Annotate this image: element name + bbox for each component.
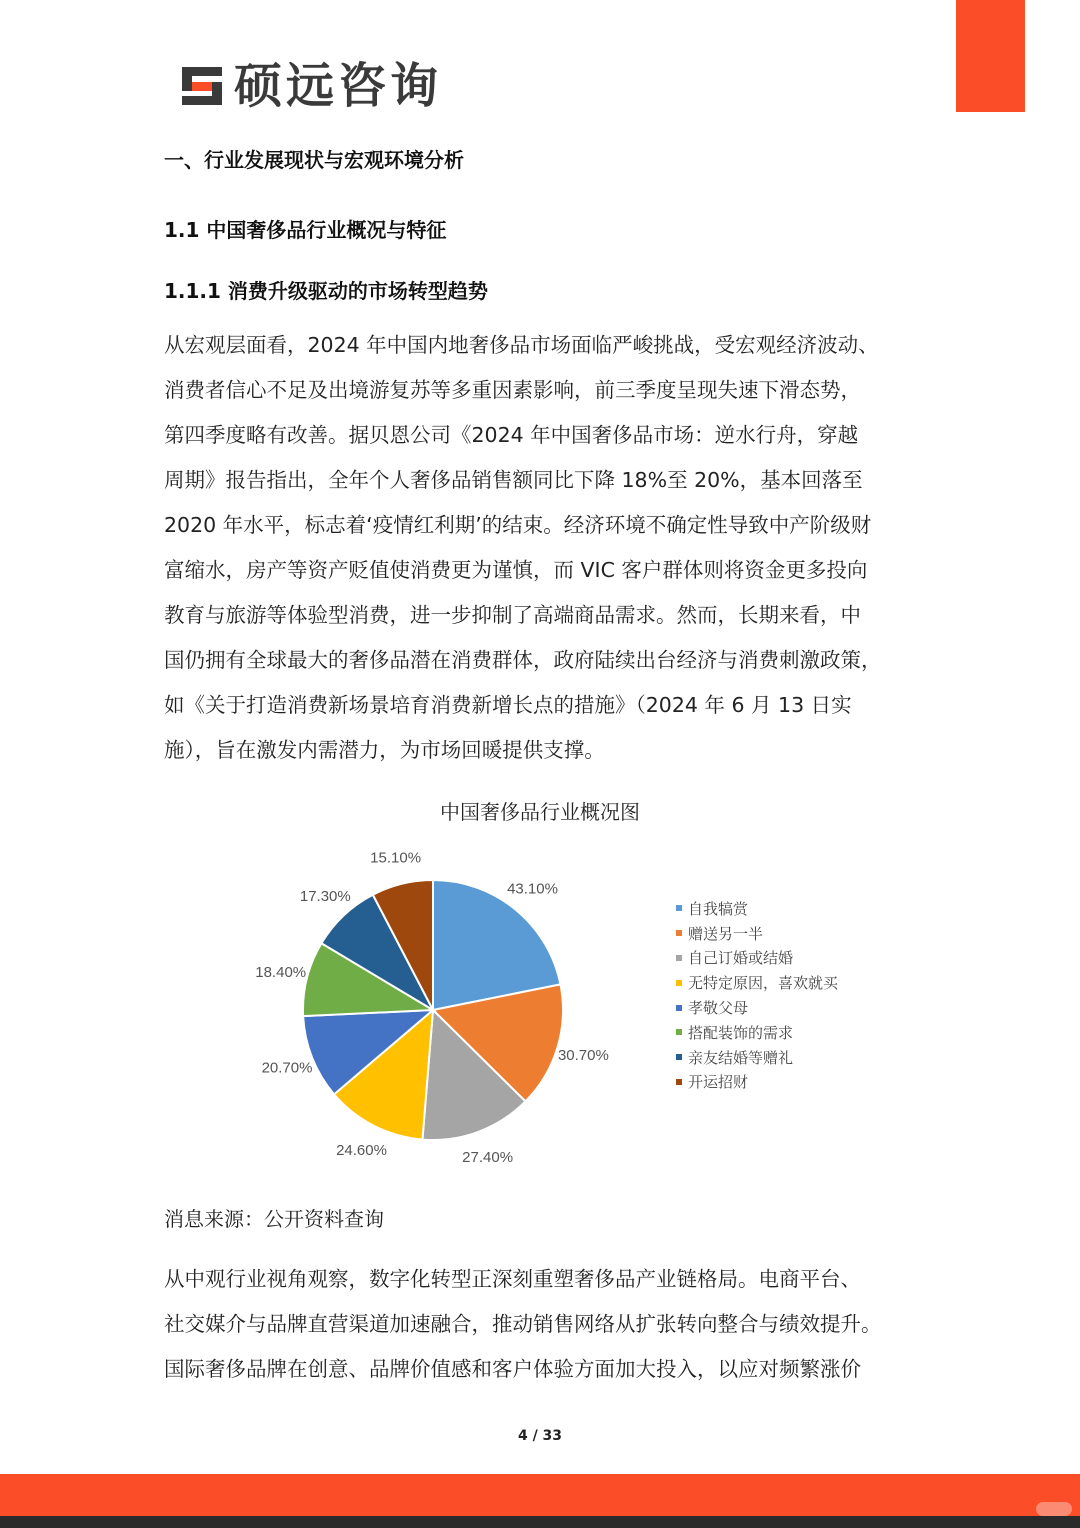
legend-swatch — [676, 980, 682, 986]
pie-data-label: 27.40% — [462, 1149, 514, 1167]
legend-label: 自我犒赏 — [688, 899, 749, 918]
legend-swatch — [676, 905, 682, 911]
text-line: 从宏观层面看，2024 年中国内地奢侈品市场面临严峻挑战，受宏观经济波动、 — [164, 333, 879, 357]
text-line: 如《关于打造消费新场景培育消费新增长点的措施》（2024 年 6 月 13 日实 — [164, 693, 852, 717]
legend-item — [676, 1020, 838, 1045]
watermark-badge — [1036, 1502, 1072, 1516]
text-line: 国仍拥有全球最大的奢侈品潜在消费群体，政府陆续出台经济与消费刺激政策， — [164, 648, 882, 672]
legend-item — [676, 921, 838, 946]
body-paragraph-2 — [164, 1257, 924, 1392]
pie-data-label: 20.70% — [261, 1059, 313, 1077]
text-line: 从中观行业视角观察，数字化转型正深刻重塑奢侈品产业链格局。电商平台、 — [164, 1267, 861, 1291]
pie-chart — [240, 840, 660, 1170]
heading-level-2: 1.1 中国奢侈品行业概况与特征 — [164, 218, 447, 242]
text-line: 社交媒介与品牌直营渠道加速融合，推动销售网络从扩张转向整合与绩效提升。 — [164, 1312, 882, 1336]
text-line: 施），旨在激发内需潜力，为市场回暖提供支撑。 — [164, 738, 605, 762]
legend-item — [676, 946, 838, 971]
legend-label: 赠送另一半 — [688, 924, 764, 943]
legend-item — [676, 896, 838, 921]
text-line: 国际奢侈品牌在创意、品牌价值感和客户体验方面加大投入，以应对频繁涨价 — [164, 1357, 861, 1381]
pie-data-label: 43.10% — [507, 880, 558, 898]
pie-data-label: 15.10% — [370, 849, 422, 867]
legend-swatch — [676, 955, 682, 961]
brand-mark-icon — [178, 63, 226, 109]
text-line: 富缩水，房产等资产贬值使消费更为谨慎，而 VIC 客户群体则将资金更多投向 — [164, 558, 868, 582]
text-line: 第四季度略有改善。据贝恩公司《2024 年中国奢侈品市场：逆水行舟，穿越 — [164, 423, 859, 447]
legend-label: 自己订婚或结婚 — [688, 949, 794, 968]
legend-swatch — [676, 1054, 682, 1060]
legend-label: 孝敬父母 — [688, 999, 749, 1018]
body-paragraph-1 — [164, 323, 924, 773]
legend-swatch — [676, 1029, 682, 1035]
page-number: 4 / 33 — [517, 1428, 563, 1444]
legend-item — [676, 1045, 838, 1070]
legend-label: 搭配装饰的需求 — [688, 1023, 794, 1042]
legend-swatch — [676, 930, 682, 936]
legend-item — [676, 995, 838, 1020]
heading-level-3: 1.1.1 消费升级驱动的市场转型趋势 — [164, 279, 488, 303]
legend-item — [676, 1070, 838, 1095]
legend-item — [676, 970, 838, 995]
footer-strip — [0, 1516, 1080, 1528]
chart-legend — [676, 896, 838, 1094]
legend-label: 无特定原因，喜欢就买 — [688, 974, 839, 993]
pie-data-label: 18.40% — [255, 963, 307, 981]
brand-name: 硕远咨询 — [234, 58, 443, 114]
legend-swatch — [676, 1079, 682, 1085]
text-line: 2020 年水平，标志着‘疫情红利期’的结束。经济环境不确定性导致中产阶级财 — [164, 513, 872, 537]
heading-level-1: 一、行业发展现状与宏观环境分析 — [164, 148, 464, 172]
legend-label: 开运招财 — [688, 1073, 749, 1092]
pie-data-label: 24.60% — [336, 1141, 387, 1159]
pie-data-label: 30.70% — [557, 1047, 609, 1064]
corner-accent-bar — [956, 0, 1025, 112]
text-line: 周期》报告指出，全年个人奢侈品销售额同比下降 18%至 20%，基本回落至 — [164, 468, 863, 492]
source-note: 消息来源：公开资料查询 — [164, 1207, 384, 1231]
legend-swatch — [676, 1005, 682, 1011]
chart-title: 中国奢侈品行业概况图 — [440, 800, 640, 824]
text-line: 教育与旅游等体验型消费，进一步抑制了高端商品需求。然而，长期来看，中 — [164, 603, 861, 627]
brand-logo — [178, 58, 442, 114]
text-line: 消费者信心不足及出境游复苏等多重因素影响，前三季度呈现失速下滑态势， — [164, 378, 861, 402]
footer-bar — [0, 1474, 1080, 1516]
legend-label: 亲友结婚等赠礼 — [688, 1048, 794, 1067]
pie-data-label: 17.30% — [299, 887, 351, 905]
